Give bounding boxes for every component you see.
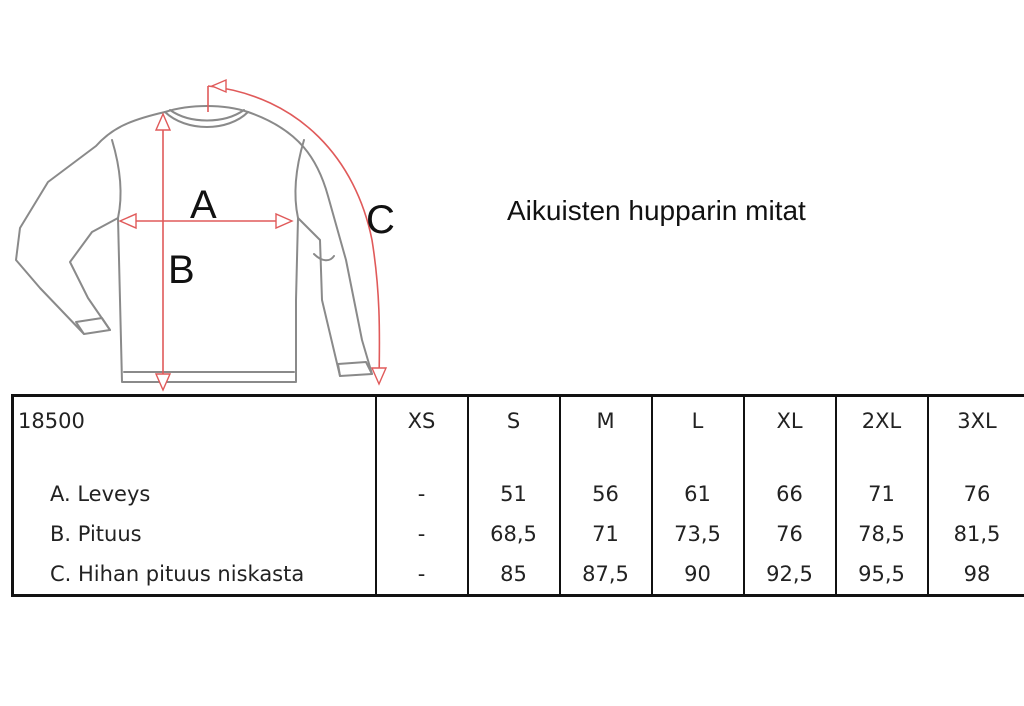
label-c: C (366, 198, 395, 242)
size-header-xl: XL (744, 396, 836, 474)
table-cell: 66 (744, 474, 836, 514)
table-cell: 95,5 (836, 554, 928, 596)
arrow-up-icon (156, 114, 170, 130)
table-cell: 71 (560, 514, 652, 554)
table-cell: 87,5 (560, 554, 652, 596)
table-row (13, 514, 1024, 554)
table-cell: 56 (560, 474, 652, 514)
table-row (13, 474, 1024, 514)
table-cell: 76 (744, 514, 836, 554)
size-header-l: L (652, 396, 744, 474)
size-header-xs: XS (376, 396, 468, 474)
table-cell: 51 (468, 474, 560, 514)
table-cell: 98 (928, 554, 1024, 596)
table-cell: - (376, 514, 468, 554)
table-row (13, 554, 1024, 596)
product-code: 18500 (18, 409, 85, 433)
page-title: Aikuisten hupparin mitat (507, 195, 806, 226)
sweater-outline (16, 106, 372, 382)
table-cell: - (376, 554, 468, 596)
table-cell: 92,5 (744, 554, 836, 596)
arrow-left-icon (120, 214, 136, 228)
measurement-arrowheads (120, 80, 386, 390)
size-header-3xl: 3XL (928, 396, 1024, 474)
measurement-lines (124, 86, 379, 388)
size-header-row (13, 396, 1024, 474)
label-a: A (190, 183, 217, 227)
size-header-2xl: 2XL (836, 396, 928, 474)
table-cell: 61 (652, 474, 744, 514)
table-cell: 71 (836, 474, 928, 514)
table-cell: 81,5 (928, 514, 1024, 554)
arrow-right-icon (276, 214, 292, 228)
row-label-width: A. Leveys (50, 481, 151, 506)
row-label-sleeve: C. Hihan pituus niskasta (50, 561, 305, 586)
sweater-diagram (0, 0, 420, 400)
size-table (11, 394, 1024, 597)
table-cell: 73,5 (652, 514, 744, 554)
measure-line-c (208, 86, 379, 380)
arrow-start-icon (212, 80, 226, 92)
table-cell: 85 (468, 554, 560, 596)
size-header-s: S (468, 396, 560, 474)
size-header-m: M (560, 396, 652, 474)
table-cell: - (376, 474, 468, 514)
table-cell: 76 (928, 474, 1024, 514)
table-cell: 90 (652, 554, 744, 596)
table-cell: 78,5 (836, 514, 928, 554)
row-label-length: B. Pituus (50, 521, 142, 546)
arrow-end-icon (372, 368, 386, 384)
table-cell: 68,5 (468, 514, 560, 554)
label-b: B (168, 248, 195, 292)
